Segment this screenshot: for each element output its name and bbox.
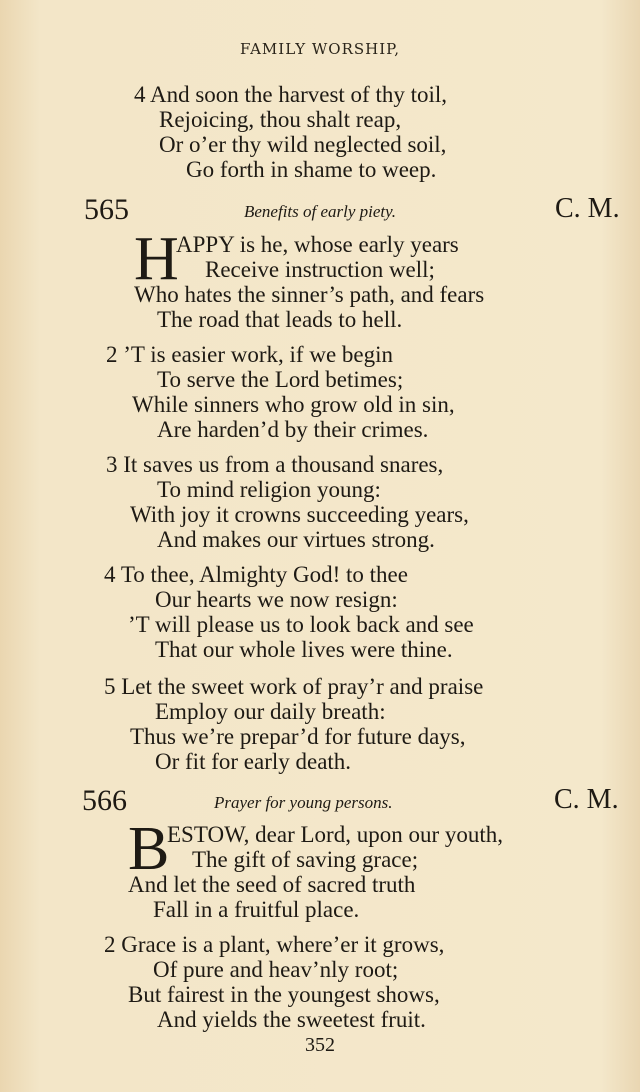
verse-line: 2 Grace is a plant, where’er it grows, — [104, 932, 445, 957]
verse-line: Our hearts we now resign: — [155, 587, 398, 612]
verse-line: That our whole lives were thine. — [155, 637, 453, 662]
verse-line: 3 It saves us from a thousand snares, — [106, 452, 444, 477]
verse-line: Rejoicing, thou shalt reap, — [159, 107, 402, 132]
verse-line: And let the seed of sacred truth — [128, 872, 416, 897]
verse-line: The gift of saving grace; — [192, 847, 419, 872]
verse-line: Go forth in shame to weep. — [186, 157, 437, 182]
verse-line: Who hates the sinner’s path, and fears — [134, 282, 485, 307]
verse-line: Thus we’re prepar’d for future days, — [130, 724, 466, 749]
hymn-title: Benefits of early piety. — [244, 202, 397, 221]
hymn-title: Prayer for young persons. — [214, 793, 393, 812]
verse-line: 4 And soon the harvest of thy toil, — [134, 82, 448, 107]
verse-line: 5 Let the sweet work of pray’r and praise — [104, 674, 484, 699]
verse-line: Of pure and heav’nly root; — [153, 957, 399, 982]
verse-line: Or fit for early death. — [155, 749, 352, 774]
verse-line: While sinners who grow old in sin, — [132, 392, 455, 417]
verse-line: And makes our virtues strong. — [157, 527, 435, 552]
hymn-meter: C. M. — [555, 193, 620, 224]
verse-line: Fall in a fruitful place. — [153, 897, 360, 922]
verse-line: Or o’er thy wild neglected soil, — [159, 132, 447, 157]
running-header: FAMILY WORSHIP, — [239, 40, 400, 58]
hymn-meter: C. M. — [554, 784, 619, 815]
hymn-number: 566 — [82, 784, 127, 817]
drop-cap: B — [128, 815, 170, 883]
verse-line: 2 ’T is easier work, if we begin — [106, 342, 393, 367]
verse-line: 4 To thee, Almighty God! to thee — [104, 562, 408, 587]
verse-line: The road that leads to hell. — [157, 307, 403, 332]
verse-line: With joy it crowns succeeding years, — [130, 502, 469, 527]
verse-line: Employ our daily breath: — [155, 699, 386, 724]
verse-line: ESTOW, dear Lord, upon our youth, — [167, 822, 504, 847]
verse-line: To mind religion young: — [157, 477, 381, 502]
verse-line: Receive instruction well; — [205, 257, 435, 282]
verse-line: ’T will please us to look back and see — [128, 612, 474, 637]
verse-line: APPY is he, whose early years — [176, 232, 459, 257]
verse-line: To serve the Lord betimes; — [157, 367, 404, 392]
page-number: 352 — [305, 1034, 335, 1056]
verse-line: Are harden’d by their crimes. — [157, 417, 429, 442]
verse-line: And yields the sweetest fruit. — [157, 1007, 426, 1032]
drop-cap: H — [134, 225, 179, 293]
verse-line: But fairest in the youngest shows, — [128, 982, 440, 1007]
hymn-number: 565 — [84, 193, 129, 226]
